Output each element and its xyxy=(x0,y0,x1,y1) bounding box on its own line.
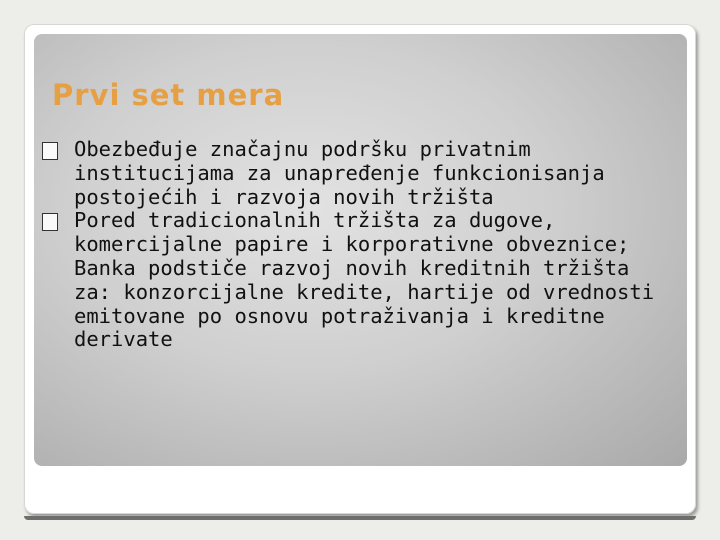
bullet-list xyxy=(34,138,684,352)
bullet-box-icon xyxy=(42,213,58,231)
content-panel xyxy=(34,34,687,466)
footer-rule xyxy=(24,516,696,520)
bullet-item-1 xyxy=(34,138,684,209)
bullet-text-2: Pored tradicionalnih tržišta za dugove, komercijalne papire i korporativne obveznice; Banka podstiče razvoj novih kreditnih tržišta za: konzorcijalne kredite, hartije od vrednosti emitovane po osnovu potraživanja i kreditne derivate xyxy=(74,208,655,352)
footer-strip xyxy=(24,476,696,514)
bullet-item-2 xyxy=(34,209,684,352)
bullet-box-icon xyxy=(42,142,58,160)
slide-frame xyxy=(24,24,696,514)
slide-title: Prvi set mera xyxy=(52,78,285,112)
bullet-text-1: Obezbeđuje značajnu podršku privatnim institucijama za unapređenje funkcionisanja postojećih i razvoja novih tržišta xyxy=(74,137,605,209)
